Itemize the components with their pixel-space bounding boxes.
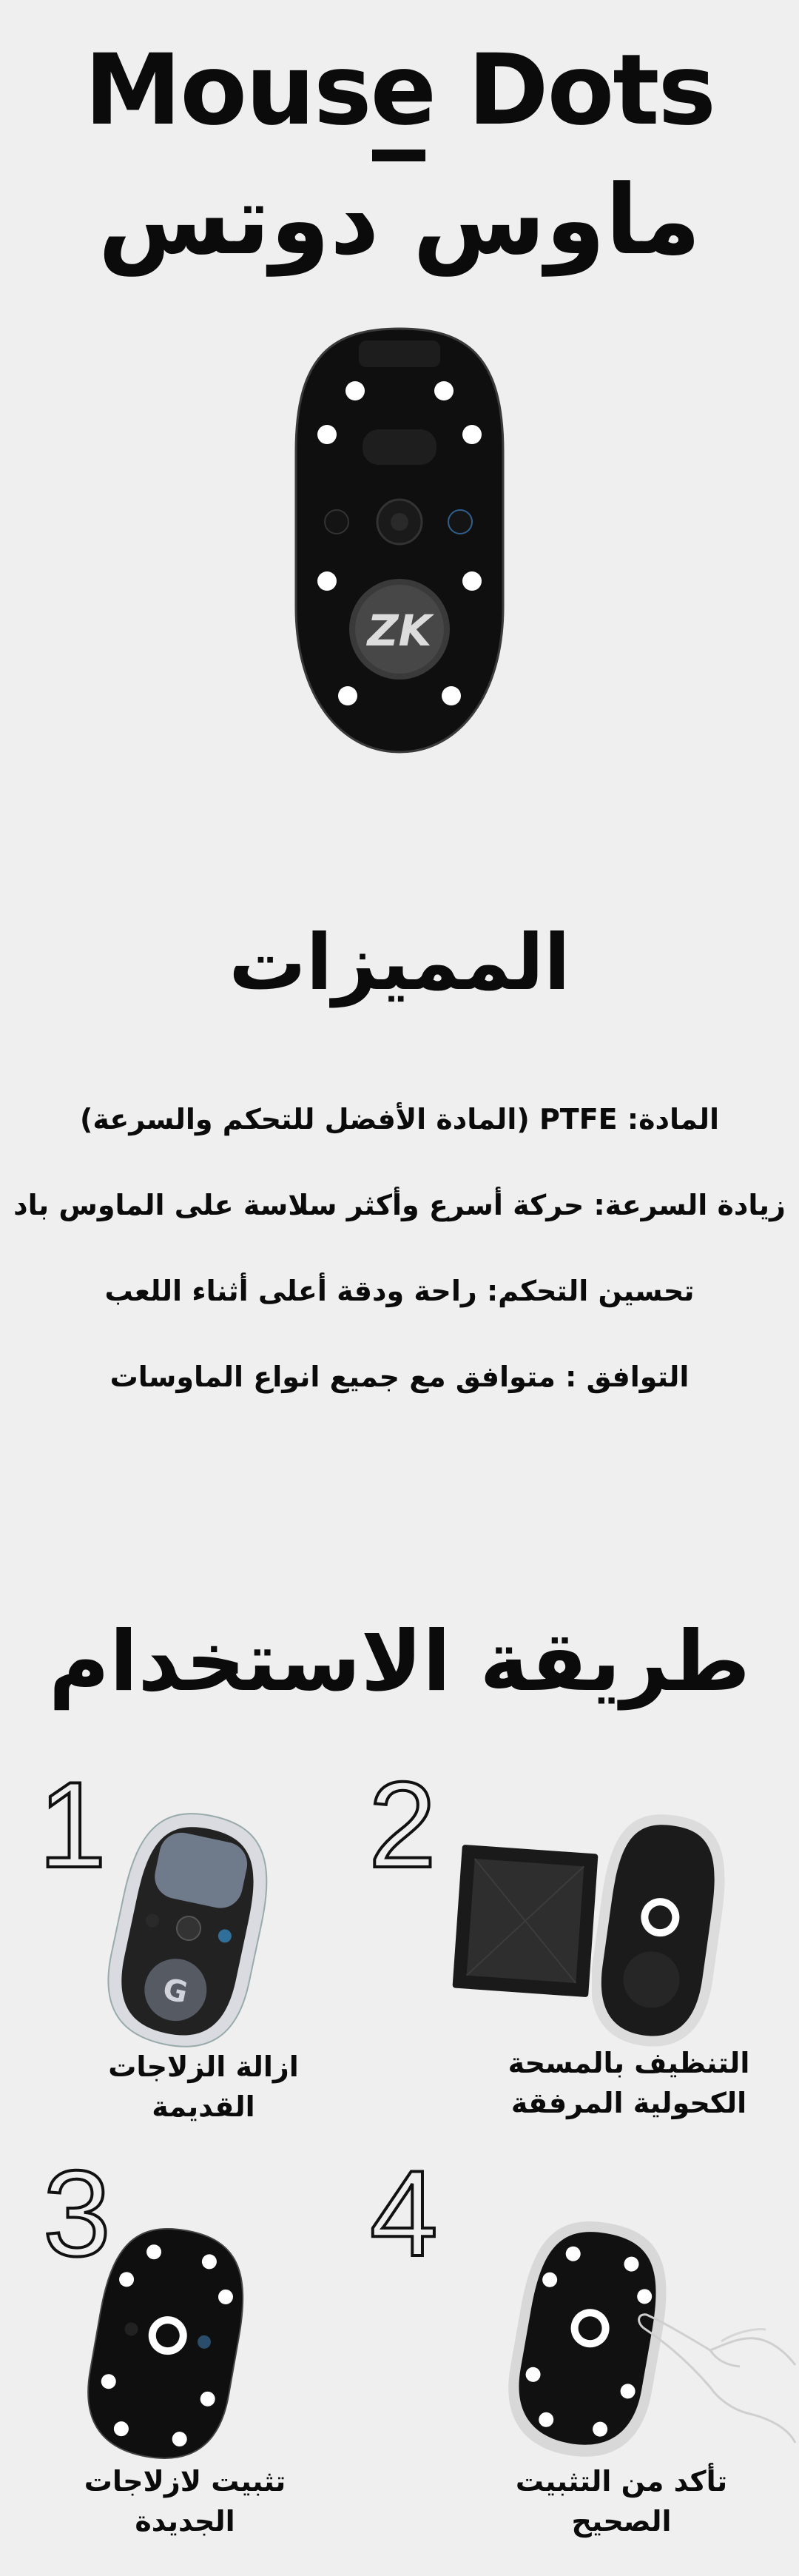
step-number-1: 1 [38,1757,107,1893]
page-title-english: Mouse Dots [84,33,715,147]
step-1-image [104,1806,274,2050]
step-caption-line: التنظيف بالمسحة [508,2047,750,2079]
features-heading: المميزات [229,917,570,1007]
zk-logo-icon: ZK [367,606,432,656]
alcohol-wipe-image [451,1843,599,1999]
step-2-caption [473,2043,784,2123]
step-caption-line: الجديدة [135,2505,235,2538]
step-2-mouse-image [592,1810,725,2050]
mouse-product-image [289,326,510,755]
hand-pressing-icon [621,2276,799,2446]
feature-item: زيادة السرعة: حركة أسرع وأكثر سلاسة على الماوس باد [13,1189,786,1221]
step-caption-line: ازالة الزلاجات [108,2050,299,2083]
svg-text:G: G [160,1972,191,2011]
feature-item: المادة: PTFE (المادة الأفضل للتحكم والسرعة) [79,1103,720,1136]
step-number-4: 4 [370,2145,438,2281]
step-3-image [85,2224,248,2461]
step-number-3: 3 [43,2145,111,2281]
title-divider [372,150,425,161]
step-caption-line: تثبيت لازلاجات [84,2465,286,2498]
step-caption-line: الكحولية المرفقة [510,2087,747,2119]
step-4-caption [473,2461,769,2541]
usage-heading: طريقة الاستخدام [48,1614,751,1710]
step-number-2: 2 [368,1757,436,1893]
step-1-caption [67,2047,340,2127]
step-caption-line: الصحيح [571,2505,672,2538]
step-3-caption [59,2461,311,2541]
feature-item: التوافق : متوافق مع جميع انواع الماوسات [109,1361,690,1393]
feature-item: تحسين التحكم: راحة ودقة أعلى أثناء اللعب [104,1275,695,1307]
step-caption-line: تأكد من التثبيت [515,2465,728,2498]
page-title-arabic: ماوس دوتس [98,164,701,276]
step-caption-line: القديمة [152,2090,255,2123]
